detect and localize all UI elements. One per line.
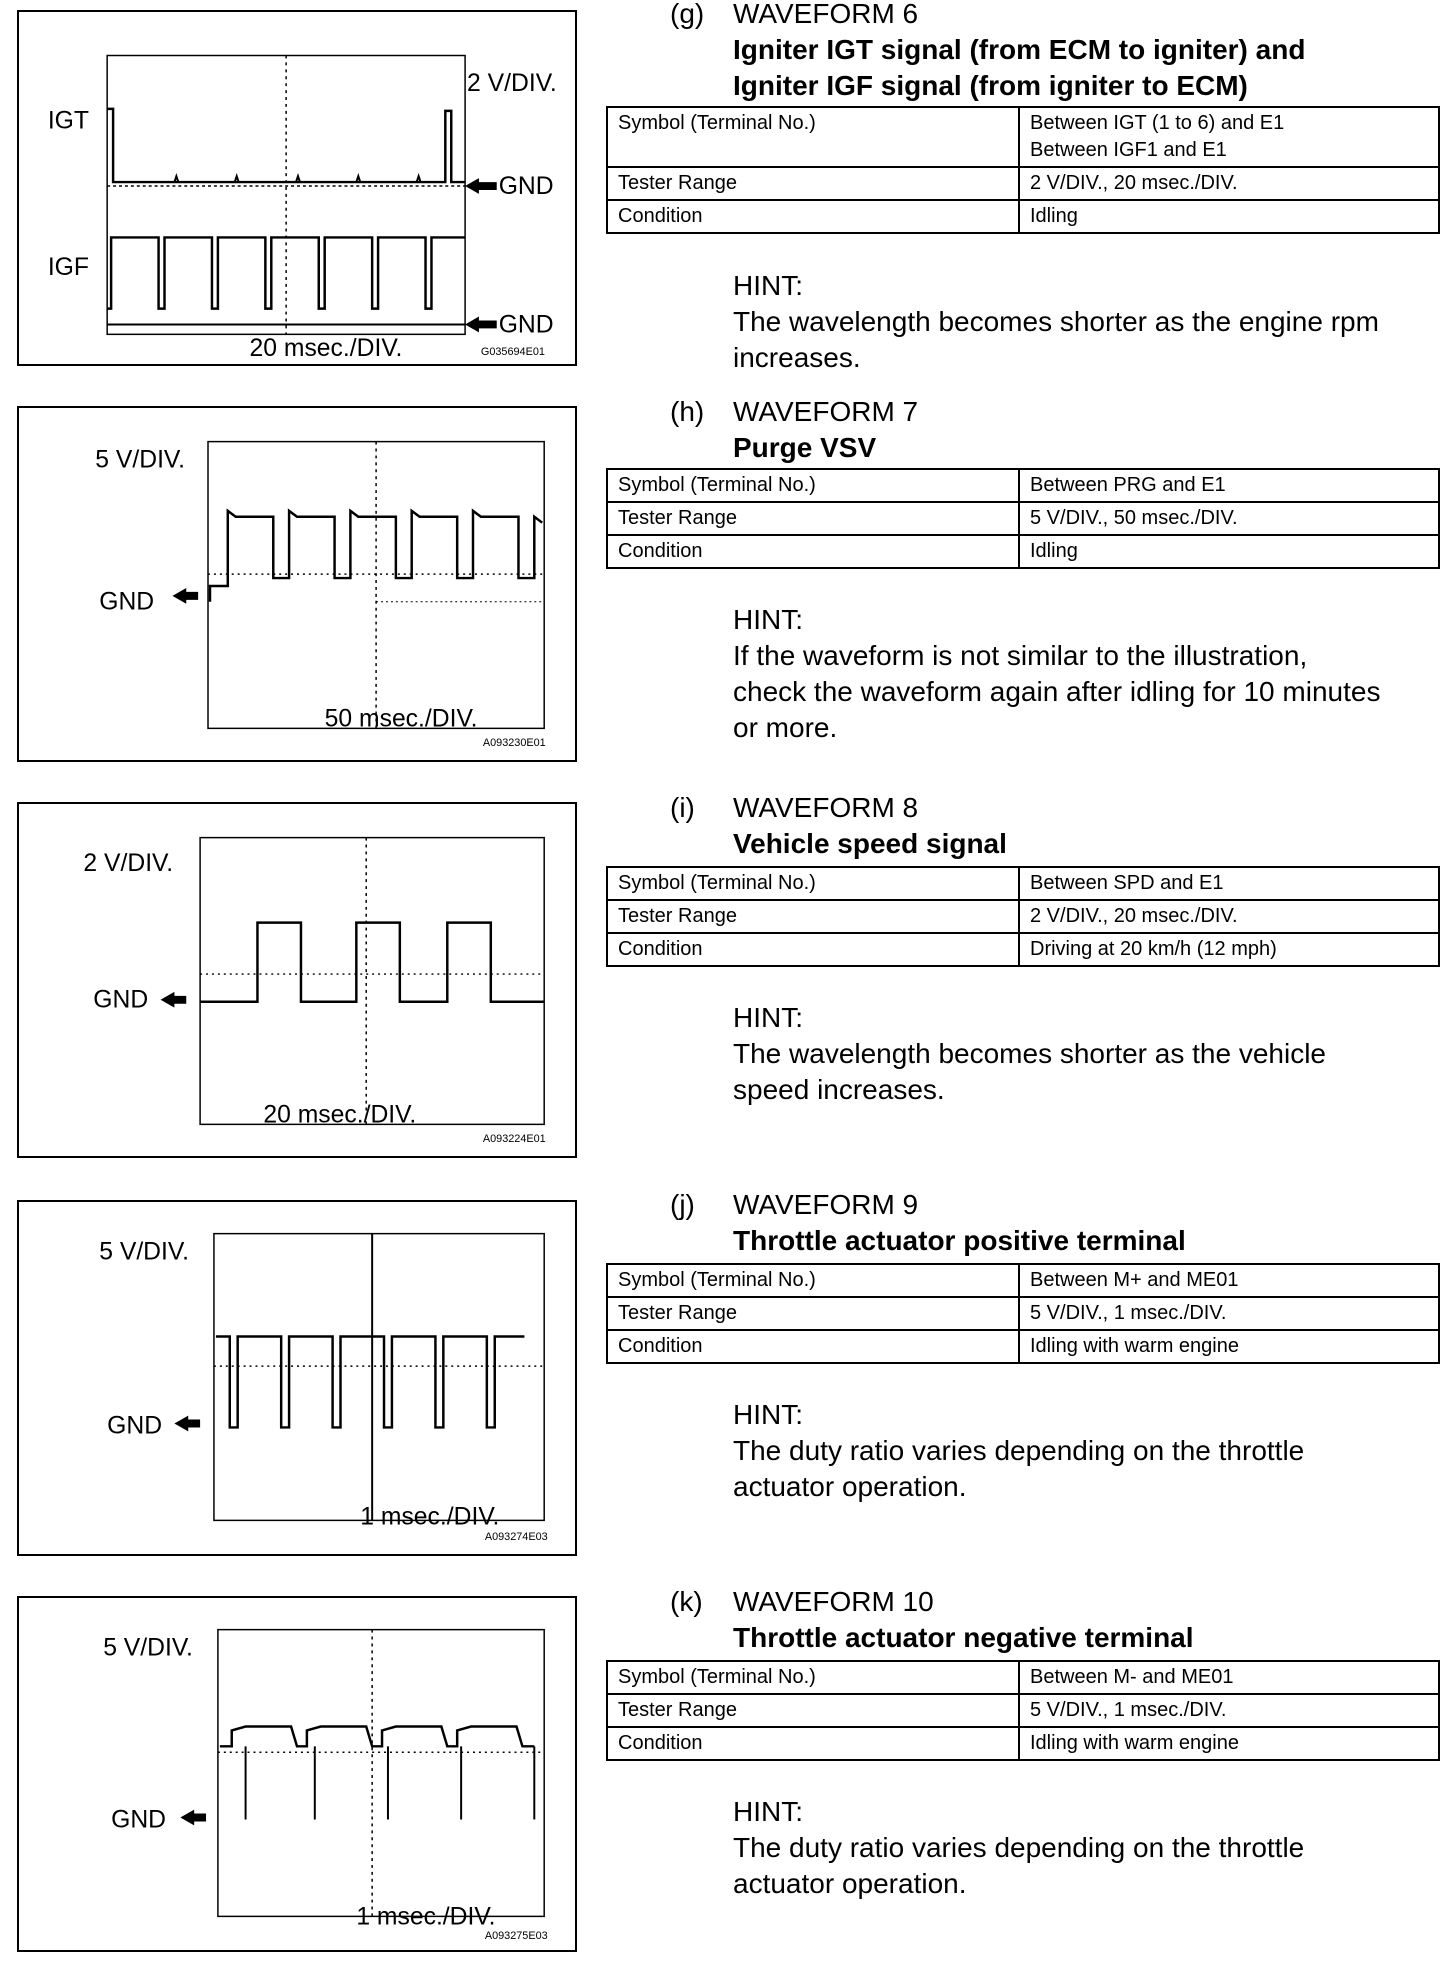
section-title-block bbox=[733, 394, 918, 466]
spec-table bbox=[606, 866, 1440, 967]
time-div-label: 20 msec./DIV. bbox=[249, 335, 403, 363]
hint-text: actuator operation. bbox=[733, 1471, 967, 1502]
section-waveform-9 bbox=[600, 1187, 1440, 1502]
waveform-7-figure bbox=[17, 406, 577, 762]
hint-label: HINT: bbox=[733, 1796, 803, 1827]
row-value-line: Between IGT (1 to 6) and E1 bbox=[1030, 112, 1285, 134]
section-title: Throttle actuator negative terminal bbox=[733, 1622, 1194, 1653]
table-row bbox=[607, 502, 1439, 535]
hint-label: HINT: bbox=[733, 270, 803, 301]
section-letter: (i) bbox=[670, 792, 695, 823]
hint-label: HINT: bbox=[733, 604, 803, 635]
section-title: Igniter IGT signal (from ECM to igniter) and bbox=[733, 34, 1306, 65]
time-div-label: 20 msec./DIV. bbox=[263, 1101, 417, 1129]
waveform-name: WAVEFORM 7 bbox=[733, 396, 919, 427]
section-title-block bbox=[733, 0, 1305, 104]
table-row bbox=[607, 107, 1439, 167]
hint-text: If the waveform is not similar to the illustration, bbox=[733, 640, 1308, 671]
row-value: Between SPD and E1 bbox=[1019, 867, 1439, 900]
row-label: Tester Range bbox=[607, 900, 1019, 933]
row-value: Idling with warm engine bbox=[1019, 1727, 1439, 1760]
section-waveform-8 bbox=[600, 790, 1440, 1105]
row-label: Symbol (Terminal No.) bbox=[607, 1661, 1019, 1694]
hint-text: or more. bbox=[733, 712, 838, 743]
waveform-10-scope bbox=[19, 1598, 575, 1950]
section-waveform-7 bbox=[600, 394, 1440, 743]
gnd-label: GND bbox=[99, 588, 155, 616]
section-heading bbox=[600, 0, 1440, 104]
volt-div-label: 2 V/DIV. bbox=[467, 70, 557, 98]
row-value: Between M+ and ME01 bbox=[1019, 1264, 1439, 1297]
hint-text: The duty ratio varies depending on the throttle bbox=[733, 1435, 1305, 1466]
section-title-block bbox=[733, 790, 1007, 862]
table-row bbox=[607, 867, 1439, 900]
hint-text: check the waveform again after idling for 10 minutes bbox=[733, 676, 1381, 707]
vehicle-speed-trace bbox=[200, 923, 544, 1002]
row-label: Condition bbox=[607, 1727, 1019, 1760]
row-value: Driving at 20 km/h (12 mph) bbox=[1019, 933, 1439, 966]
section-title: Vehicle speed signal bbox=[733, 828, 1007, 859]
section-title-block bbox=[733, 1584, 1194, 1656]
time-div-label: 1 msec./DIV. bbox=[360, 1503, 500, 1531]
igt-label: IGT bbox=[47, 107, 90, 135]
row-value: 5 V/DIV., 1 msec./DIV. bbox=[1019, 1694, 1439, 1727]
row-value: Between M- and ME01 bbox=[1019, 1661, 1439, 1694]
row-value-line: Between IGF1 and E1 bbox=[1030, 139, 1227, 161]
row-label: Condition bbox=[607, 535, 1019, 568]
row-value: 5 V/DIV., 1 msec./DIV. bbox=[1019, 1297, 1439, 1330]
section-letter: (j) bbox=[670, 1189, 695, 1220]
waveform-9-figure bbox=[17, 1200, 577, 1556]
hint-label: HINT: bbox=[733, 1399, 803, 1430]
section-waveform-10 bbox=[600, 1584, 1440, 1899]
section-title: Purge VSV bbox=[733, 432, 877, 463]
throttle-negative-spikes bbox=[246, 1746, 535, 1819]
igf-label: IGF bbox=[47, 254, 90, 282]
throttle-positive-trace bbox=[216, 1336, 524, 1427]
gnd-label: GND bbox=[498, 311, 554, 339]
figure-code: A093275E03 bbox=[484, 1930, 548, 1943]
waveform-name: WAVEFORM 10 bbox=[733, 1586, 934, 1617]
volt-div-label: 5 V/DIV. bbox=[99, 1238, 189, 1266]
figure-code: G035694E01 bbox=[480, 346, 545, 359]
waveform-6-figure bbox=[17, 10, 577, 366]
hint-block bbox=[733, 602, 1433, 746]
hint-text: The wavelength becomes shorter as the engine rpm bbox=[733, 306, 1379, 337]
row-value: Idling bbox=[1019, 535, 1439, 568]
time-div-label: 1 msec./DIV. bbox=[356, 1903, 496, 1931]
section-title: Throttle actuator positive terminal bbox=[733, 1225, 1186, 1256]
section-letter: (h) bbox=[670, 396, 705, 427]
row-label: Tester Range bbox=[607, 502, 1019, 535]
waveform-8-figure bbox=[17, 802, 577, 1158]
row-value: Idling bbox=[1019, 200, 1439, 233]
waveform-10-figure bbox=[17, 1596, 577, 1952]
scope-grid-frame bbox=[200, 838, 544, 1125]
table-row bbox=[607, 1661, 1439, 1694]
spec-table bbox=[606, 106, 1440, 234]
waveform-6-scope bbox=[19, 12, 575, 364]
section-waveform-6 bbox=[600, 0, 1440, 373]
row-value bbox=[1019, 107, 1439, 167]
scope-grid-frame bbox=[218, 1630, 544, 1917]
gnd-label: GND bbox=[107, 1412, 163, 1440]
hint-text: increases. bbox=[733, 342, 861, 373]
gnd-arrow-icon bbox=[172, 588, 198, 604]
row-label: Symbol (Terminal No.) bbox=[607, 1264, 1019, 1297]
gnd-arrow-icon bbox=[180, 1810, 206, 1826]
waveform-name: WAVEFORM 9 bbox=[733, 1189, 919, 1220]
table-row bbox=[607, 167, 1439, 200]
spec-table bbox=[606, 468, 1440, 569]
figure-code: A093274E03 bbox=[484, 1531, 548, 1544]
row-value: Between PRG and E1 bbox=[1019, 469, 1439, 502]
igt-gnd-arrow-icon bbox=[465, 178, 497, 194]
section-heading bbox=[600, 394, 1440, 466]
waveform-7-scope bbox=[19, 408, 575, 760]
row-label: Condition bbox=[607, 1330, 1019, 1363]
row-label: Symbol (Terminal No.) bbox=[607, 469, 1019, 502]
table-row bbox=[607, 1694, 1439, 1727]
hint-block bbox=[733, 1794, 1433, 1902]
hint-block bbox=[733, 1000, 1433, 1108]
section-title-block bbox=[733, 1187, 1186, 1259]
hint-block bbox=[733, 1397, 1433, 1505]
row-value: 2 V/DIV., 20 msec./DIV. bbox=[1019, 167, 1439, 200]
gnd-arrow-icon bbox=[174, 1416, 200, 1432]
figure-code: A093224E01 bbox=[482, 1133, 546, 1146]
waveform-name: WAVEFORM 6 bbox=[733, 0, 919, 29]
row-label: Condition bbox=[607, 200, 1019, 233]
throttle-negative-trace bbox=[220, 1727, 534, 1747]
row-label: Symbol (Terminal No.) bbox=[607, 867, 1019, 900]
table-row bbox=[607, 1727, 1439, 1760]
row-label: Symbol (Terminal No.) bbox=[607, 107, 1019, 167]
table-row bbox=[607, 1264, 1439, 1297]
volt-div-label: 5 V/DIV. bbox=[103, 1634, 193, 1662]
table-row bbox=[607, 1330, 1439, 1363]
hint-text: The wavelength becomes shorter as the vehicle bbox=[733, 1038, 1326, 1069]
hint-text: actuator operation. bbox=[733, 1868, 967, 1899]
section-letter: (g) bbox=[670, 0, 705, 29]
section-title: Igniter IGF signal (from igniter to ECM) bbox=[733, 70, 1248, 101]
section-heading bbox=[600, 1584, 1440, 1656]
waveform-8-scope bbox=[19, 804, 575, 1156]
row-value: Idling with warm engine bbox=[1019, 1330, 1439, 1363]
section-letter: (k) bbox=[670, 1586, 703, 1617]
gnd-label: GND bbox=[498, 172, 554, 200]
hint-label: HINT: bbox=[733, 1002, 803, 1033]
row-label: Tester Range bbox=[607, 1694, 1019, 1727]
row-value: 2 V/DIV., 20 msec./DIV. bbox=[1019, 900, 1439, 933]
row-label: Condition bbox=[607, 933, 1019, 966]
hint-text: speed increases. bbox=[733, 1074, 945, 1105]
table-row bbox=[607, 900, 1439, 933]
igf-gnd-arrow-icon bbox=[465, 317, 497, 333]
hint-text: The duty ratio varies depending on the throttle bbox=[733, 1832, 1305, 1863]
gnd-label: GND bbox=[93, 986, 149, 1014]
table-row bbox=[607, 469, 1439, 502]
time-div-label: 50 msec./DIV. bbox=[324, 705, 478, 733]
spec-table bbox=[606, 1263, 1440, 1364]
gnd-arrow-icon bbox=[161, 992, 187, 1008]
row-label: Tester Range bbox=[607, 1297, 1019, 1330]
table-row bbox=[607, 1297, 1439, 1330]
table-row bbox=[607, 933, 1439, 966]
waveform-name: WAVEFORM 8 bbox=[733, 792, 919, 823]
section-heading bbox=[600, 1187, 1440, 1259]
table-row bbox=[607, 535, 1439, 568]
waveform-9-scope bbox=[19, 1202, 575, 1554]
spec-table bbox=[606, 1660, 1440, 1761]
volt-div-label: 5 V/DIV. bbox=[95, 446, 186, 474]
figure-code: A093230E01 bbox=[482, 737, 546, 750]
section-heading bbox=[600, 790, 1440, 862]
hint-block bbox=[733, 268, 1433, 376]
row-value: 5 V/DIV., 50 msec./DIV. bbox=[1019, 502, 1439, 535]
gnd-label: GND bbox=[111, 1806, 167, 1834]
volt-div-label: 2 V/DIV. bbox=[83, 850, 174, 878]
table-row bbox=[607, 200, 1439, 233]
row-label: Tester Range bbox=[607, 167, 1019, 200]
